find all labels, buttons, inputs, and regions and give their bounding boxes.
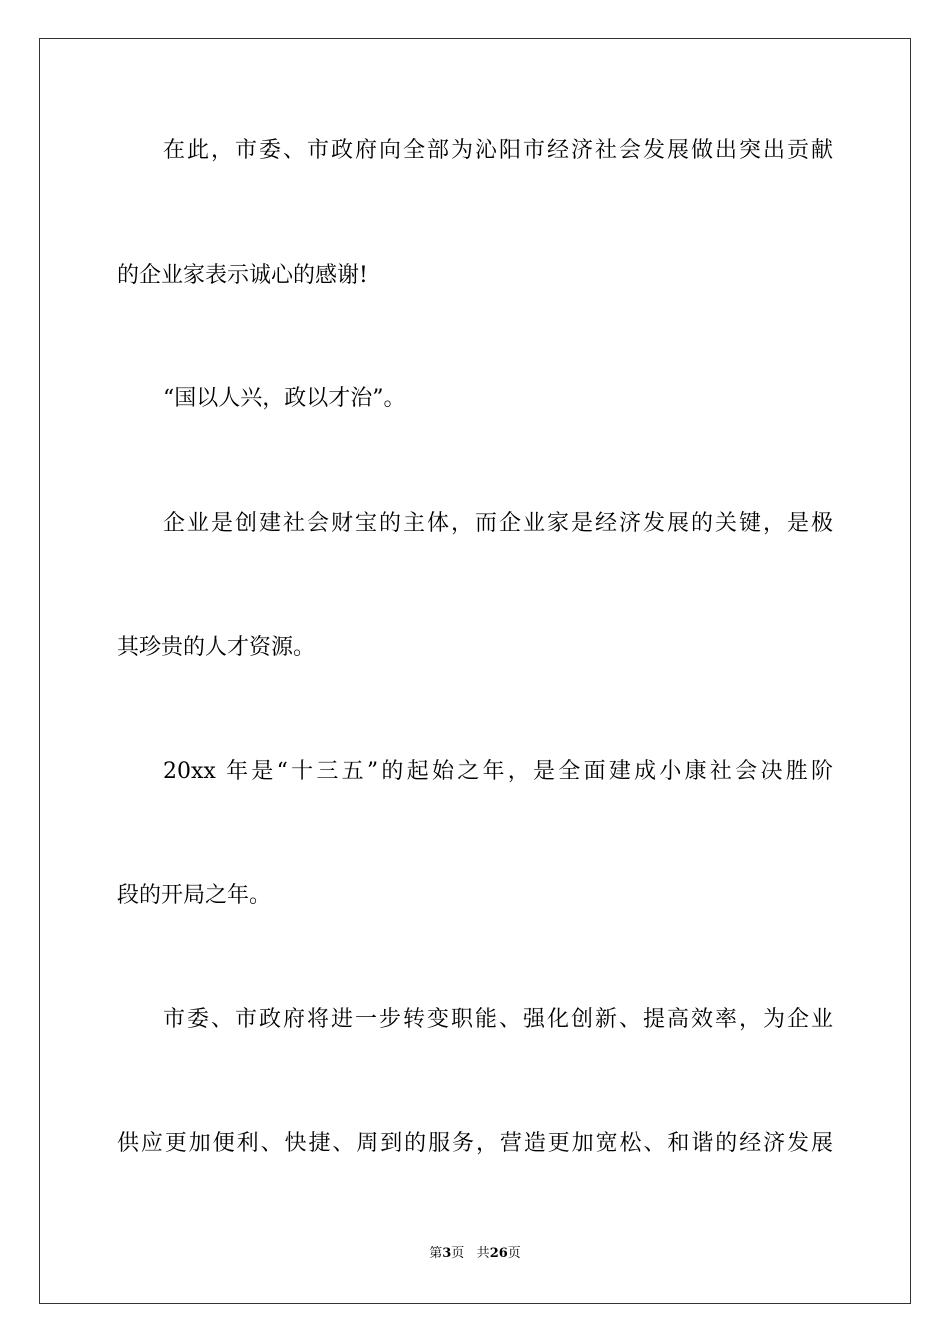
page-prefix: 第 bbox=[429, 1246, 443, 1261]
page-suffix: 页 bbox=[451, 1246, 465, 1261]
paragraph-4-line-1: 20xx 年是“十三五”的起始之年，是全面建成小康社会决胜阶 bbox=[163, 759, 833, 784]
paragraph-3-line-2: 其珍贵的人才资源。 bbox=[117, 635, 316, 660]
paragraph-2-line-1: “国以人兴，政以才治”。 bbox=[163, 386, 406, 411]
page-border bbox=[39, 38, 911, 1304]
total-prefix: 共 bbox=[476, 1246, 490, 1261]
paragraph-4-line-2: 段的开局之年。 bbox=[117, 883, 272, 908]
page-footer bbox=[0, 1245, 950, 1263]
total-page-number: 26 bbox=[489, 1246, 508, 1261]
paragraph-1-line-2: 的企业家表示诚心的感谢! bbox=[117, 263, 368, 288]
paragraph-3-line-1: 企业是创建社会财宝的主体，而企业家是经济发展的关键，是极 bbox=[163, 511, 833, 536]
paragraph-5-line-1: 市委、市政府将进一步转变职能、强化创新、提高效率，为企业 bbox=[163, 1007, 833, 1032]
paragraph-5-line-2: 供应更加便利、快捷、周到的服务，营造更加宽松、和谐的经济发展 bbox=[117, 1131, 833, 1156]
total-suffix: 页 bbox=[507, 1246, 521, 1261]
current-page-number: 3 bbox=[442, 1246, 452, 1261]
paragraph-1-line-1: 在此，市委、市政府向全部为沁阳市经济社会发展做出突出贡献 bbox=[163, 138, 833, 163]
